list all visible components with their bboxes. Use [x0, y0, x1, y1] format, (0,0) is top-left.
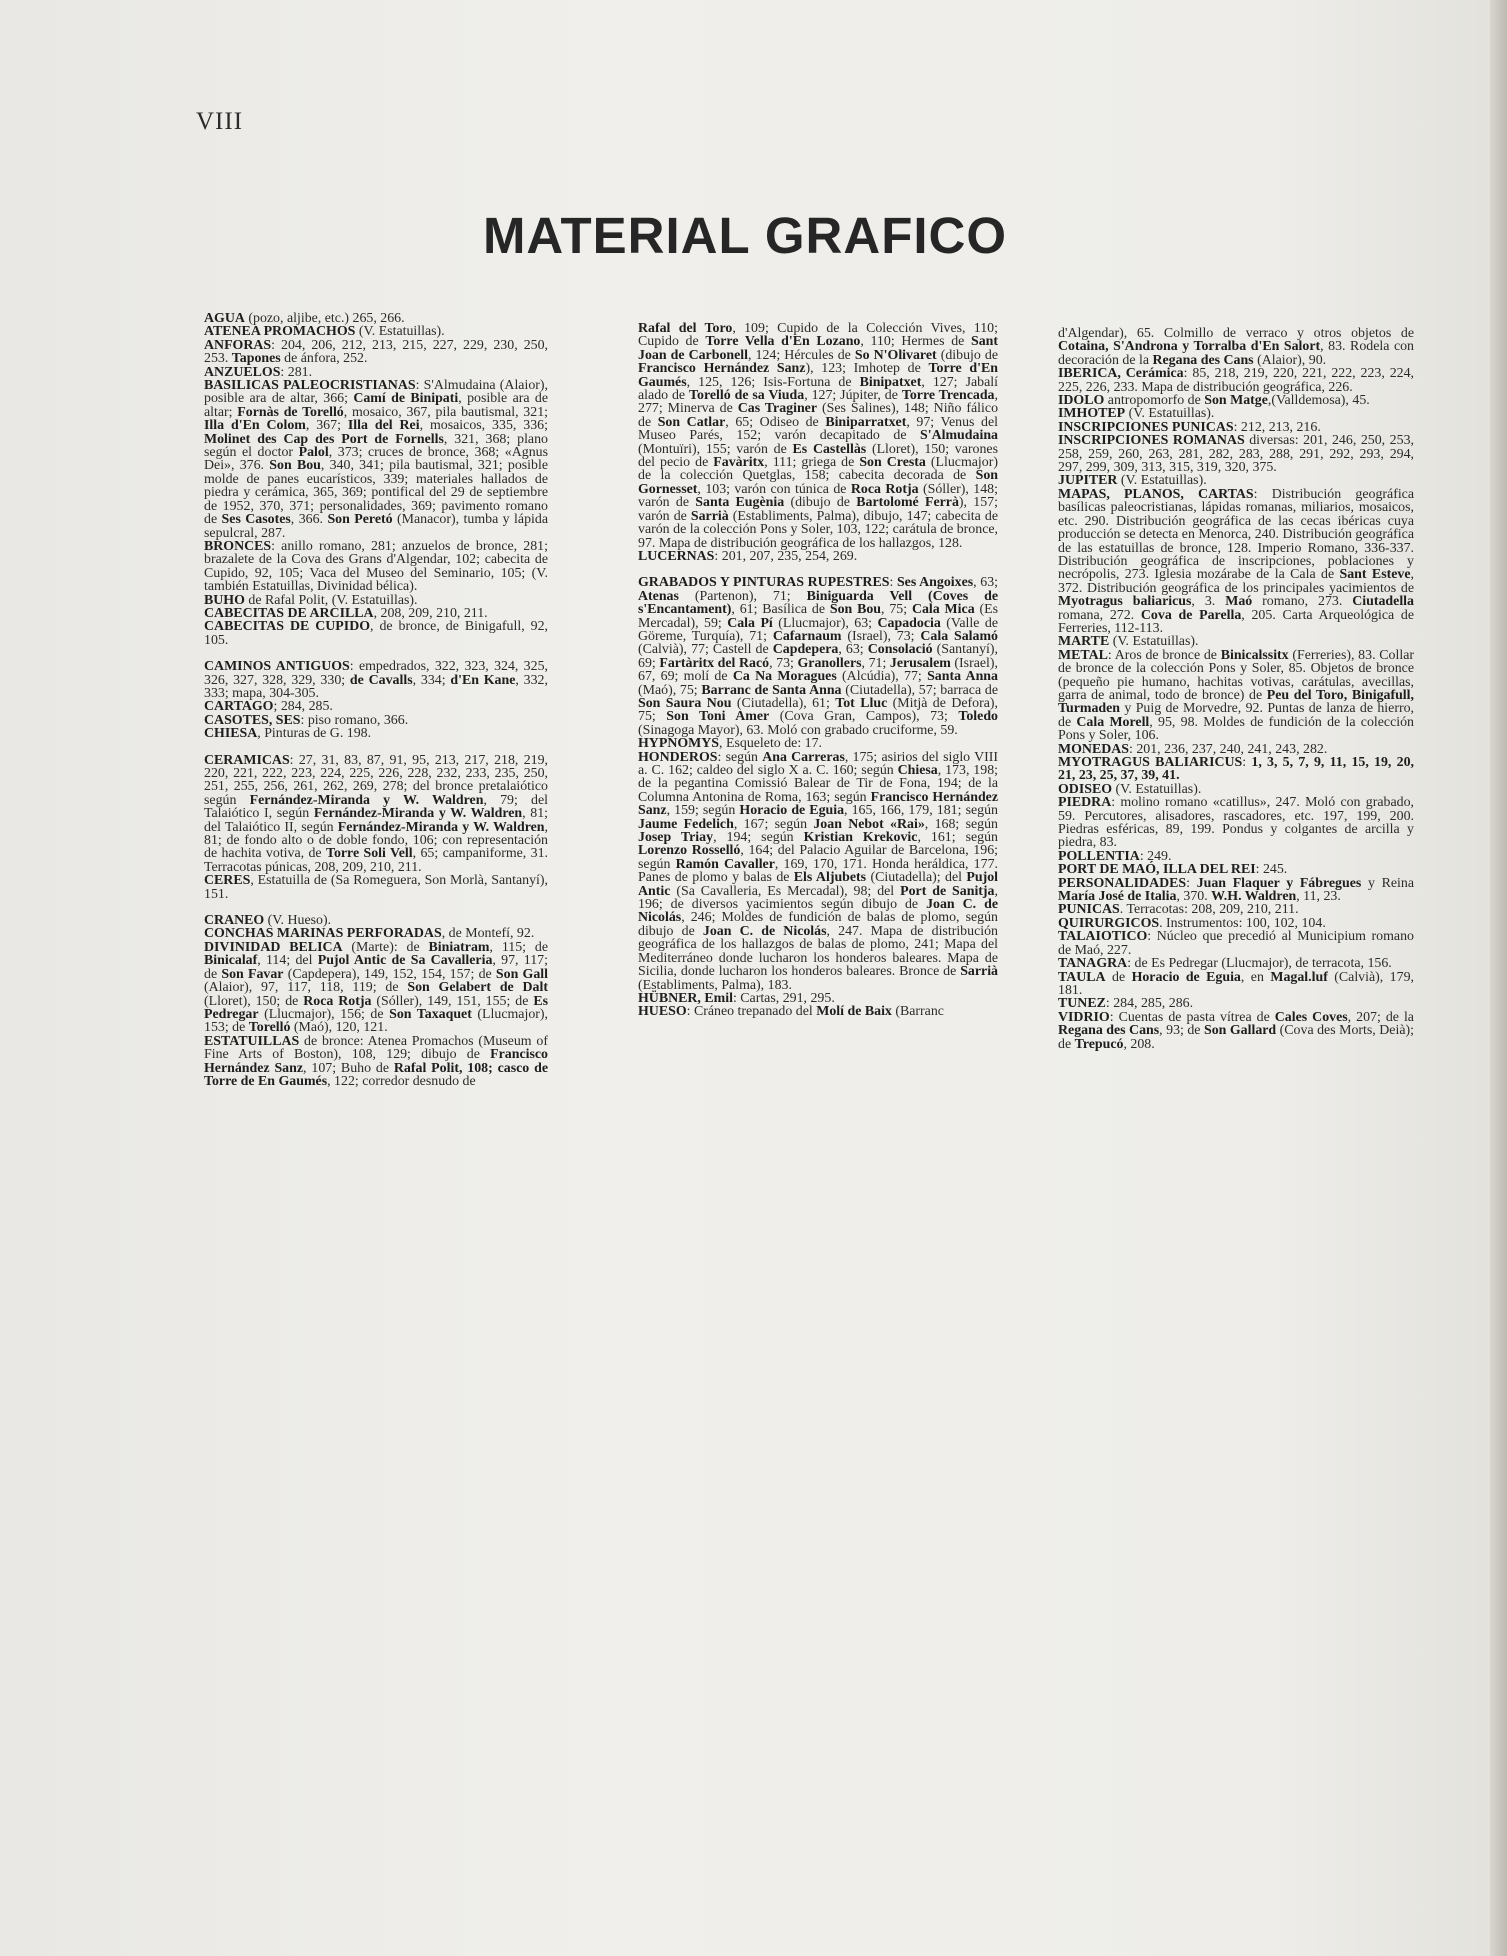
index-entry: TUNEZ: 284, 285, 286. [1058, 996, 1194, 1012]
index-entry: MAPAS, PLANOS, CARTAS: Distribución geográfica basílicas paleocristianas, lápidas romanas, miliarios, mosaicos, etc. 290. Distribución geográfica de las cecas ibéricas cuya producción se detecta en Menorca, 240. Distribución geográfica de las estatuillas de bronce, 128. Imperio Romano, 336-337. Distribución geográfica de inscripciones, poblaciones y necrópolis, 273. Iglesia mozárabe de la Cala de Sant Esteve, 372. Distribución geográfica de los principales yacimientos de Myotragus baliaricus, 3. Maó romano, 273. Ciutadella romana, 272. Cova de Parella, 205. Carta Arqueológica de Ferreries, 112-113. [1058, 486, 1415, 636]
index-entry: DIVINIDAD BELICA (Marte): de Biniatram, 115; de Binicalaf, 114; del Pujol Antic de Sa Cavalleria, 97, 117; de Son Favar (Capdepera), 149, 152, 154, 157; de Son Gall (Alaior), 97, 117, 118, 119; de Son Gelabert de Dalt (Lloret), 150; de Roca Rotja (Sóller), 149, 151, 155; de Es Pedregar (Llucmajor), 156; de Son Taxaquet (Llucmajor), 153; de Torelló (Maó), 120, 121. [204, 939, 548, 1036]
index-entry: TALAIOTICO: Núcleo que precedió al Municipium romano de Maó, 227. [1058, 929, 1414, 958]
index-entry: MYOTRAGUS BALIARICUS: 1, 3, 5, 7, 9, 11, 15, 19, 20, 21, 23, 25, 37, 39, 41. [1058, 755, 1414, 784]
index-entry: ESTATUILLAS de bronce: Atenea Promachos (Museum of Fine Arts of Boston), 108, 129; dibujo de Francisco Hernández Sanz, 107; Buho de Rafal Polit, 108; casco de Torre de En Gaumés, 122; corredor desnudo de [204, 1033, 548, 1089]
index-entry: d'Algendar), 65. Colmillo de verraco y otros objetos de Cotaina, S'Androna y Torralba d'En Salort, 83. Rodela con decoración de la Regana des Cans (Alaior), 90. [1058, 326, 1415, 368]
index-entry: CARTAGO; 284, 285. [204, 699, 333, 715]
index-entry: QUIRURGICOS. Instrumentos: 100, 102, 104. [1058, 915, 1326, 931]
index-entry: AGUA (pozo, aljibe, etc.) 265, 266. [204, 311, 405, 326]
index-entry: INSCRIPCIONES PUNICAS: 212, 213, 216. [1058, 419, 1321, 435]
index-entry: INSCRIPCIONES ROMANAS diversas: 201, 246, 250, 253, 258, 259, 260, 263, 281, 282, 283, 288, 291, 292, 293, 294, 297, 299, 309, 313, 315, 319, 320, 375. [1058, 433, 1414, 476]
index-entry: POLLENTIA: 249. [1058, 848, 1172, 864]
index-entry: BRONCES: anillo romano, 281; anzuelos de bronce, 281; brazalete de la Cova des Grans d'Algendar, 102; cabecita de Cupido, 92, 105; Vaca del Museo del Seminario, 105; (V. también Estatuillas, Divinidad bélica). [204, 538, 548, 595]
index-entry: ODISEO (V. Estatuillas). [1058, 781, 1202, 797]
index-entry: HUESO: Cráneo trepanado del Molí de Baix (Barranc [638, 1004, 944, 1020]
index-entry: PORT DE MAÓ, ILLA DEL REI: 245. [1058, 862, 1288, 878]
index-entry: IDOLO antropomorfo de Son Matge,(Valldemosa), 45. [1058, 393, 1370, 409]
index-entry: ANZUELOS: 281. [204, 364, 313, 380]
index-entry: BASILICAS PALEOCRISTIANAS: S'Almudaina (Alaior), posible ara de altar, 366; Camí de Binipati, posible ara de altar; Fornàs de Torelló, mosaico, 367, pila bautismal, 321; Illa d'En Colom, 367; Illa del Rei, mosaicos, 335, 336; Molinet des Cap des Port de Fornells, 321, 368; plano según el doctor Palol, 373; cruces de bronce, 368; «Agnus Dei», 376. Son Bou, 340, 341; pila bautismal, 321; posible molde de panes eucarísticos, 339; materiales hallados de piedra y cerámica, 365, 369; pontifical del 29 de septiembre de 1952, 370, 371; personalidades, 369; pavimento romano de Ses Casotes, 366. Son Peretó (Manacor), tumba y lápida sepulcral, 287. [204, 378, 549, 541]
index-entry: IBERICA, Cerámica: 85, 218, 219, 220, 221, 222, 223, 224, 225, 226, 233. Mapa de distribución geográfica, 226. [1058, 366, 1414, 395]
index-entry: BUHO de Rafal Polit, (V. Estatuillas). [204, 592, 418, 608]
index-entry: CHIESA, Pinturas de G. 198. [204, 726, 372, 742]
index-entry: LUCERNAS: 201, 207, 235, 254, 269. [638, 548, 858, 564]
bleed-through-block-left [205, 1295, 515, 1321]
page-title: MATERIAL GRAFICO [482, 207, 1008, 264]
index-entry: CABECITAS DE ARCILLA, 208, 209, 210, 211. [204, 605, 488, 621]
index-entry: Rafal del Toro, 109; Cupido de la Colección Vives, 110; Cupido de Torre Vella d'En Lozano, 110; Hermes de Sant Joan de Carbonell, 124; Hércules de So N'Olivaret (dibujo de Francisco Hernández Sanz), 123; Imhotep de Torre d'En Gaumés, 125, 126; Isis-Fortuna de Binipatxet, 127; Jabalí alado de Torelló de sa Viuda, 127; Júpiter, de Torre Trencada, 277; Minerva de Cas Traginer (Ses Salines), 148; Niño fálico de Son Catlar, 65; Odiseo de Biniparratxet, 97; Venus del Museo Parés, 152; varón decapitado de S'Almudaina (Montuïri), 155; varón de Es Castellàs (Lloret), 150; varones del pecio de Favàritx, 111; griega de Son Cresta (Llucmajor) de la colección Quetglas, 158; cabecita decorada de Son Gornesset, 103; varón con túnica de Roca Rotja (Sóller), 148; varón de Santa Eugènia (dibujo de Bartolomé Ferrà), 157; varón de Sarrià (Establiments, Palma), dibujo, 147; cabecita de varón de la colección Pons y Soler, 103, 122; carátula de bronce, 97. Mapa de distribución geográfica de los hallazgos, 128. [638, 321, 999, 551]
index-entry: CAMINOS ANTIGUOS: empedrados, 322, 323, 324, 325, 326, 327, 328, 329, 330; de Cavalls, 334; d'En Kane, 332, 333; mapa, 304-305. [204, 659, 548, 701]
index-entry: CONCHAS MARINAS PERFORADAS, de Montefí, 92. [204, 926, 535, 942]
index-entry: HYPNOMYS, Esqueleto de: 17. [638, 736, 823, 752]
index-entry: JUPITER (V. Estatuillas). [1058, 473, 1207, 489]
index-entry: MONEDAS: 201, 236, 237, 240, 241, 243, 282. [1058, 741, 1328, 757]
index-entry: VIDRIO: Cuentas de pasta vítrea de Cales Coves, 207; de la Regana des Cans, 93; de Son Gallard (Cova des Morts, Deià); de Trepucó, 208. [1058, 1009, 1414, 1052]
index-column-1 [204, 312, 548, 1088]
index-entry: IMHOTEP (V. Estatuillas). [1058, 406, 1215, 422]
index-entry: CASOTES, SES: piso romano, 366. [204, 712, 409, 728]
index-column-3 [1058, 327, 1414, 1051]
page-edge [1490, 0, 1507, 1956]
index-entry: METAL: Aros de bronce de Binicalssitx (Ferreries), 83. Collar de bronce de la colección Pons y Soler, 85. Objetos de bronce (pequeño pie humano, hachitas votivas, carátulas, avecillas, garra de animal, todo de bronce) de Peu del Toro, Binigafull, Turmaden y Puig de Morvedre, 92. Puntas de lanza de hierro, de Cala Morell, 95, 98. Moldes de fundición de la colección Pons y Soler, 106. [1058, 647, 1415, 744]
index-entry: HONDEROS: según Ana Carreras, 175; asirios del siglo VIII a. C. 162; caldeo del siglo X a. C. 160; según Chiesa, 173, 198; de la pegantina Comissió Balear de Tir de Fona, 194; de la Columna Antonina de Roma, 163; según Francisco Hernández Sanz, 159; según Horacio de Eguia, 165, 166, 179, 181; según Jaume Fedelich, 167; según Joan Nebot «Rai», 168; según Josep Triay, 194; según Kristian Krekovic, 161; según Lorenzo Rosselló, 164; del Palacio Aguilar de Barcelona, 196; según Ramón Cavaller, 169, 170, 171. Honda heráldica, 177. Panes de plomo y balas de Els Aljubets (Ciutadella); del Pujol Antic (Sa Cavalleria, Es Mercadal), 98; del Port de Sanitja, 196; de diversos yacimientos según dibujo de Joan C. de Nicolás, 246; Moldes de fundición de balas de plomo, según dibujo de Joan C. de Nicolás, 247. Mapa de distribución geográfica de los hallazgos de balas de plomo, 241; Mapa del Mediterráneo donde lucharon los honderos baleares. Mapa de Sicilia, donde lucharon los honderos baleares. Bronce de Sarrià (Establiments, Palma), 183. [638, 749, 999, 993]
index-entry: PIEDRA: molino romano «catillus», 247. Moló con grabado, 59. Percutores, alisadores, rascadores, etc. 197, 199, 200. Piedras esféricas, 89, 199. Pondus y colgantes de arcilla y piedra, 83. [1058, 795, 1414, 851]
index-entry: CERAMICAS: 27, 31, 83, 87, 91, 95, 213, 217, 218, 219, 220, 221, 222, 223, 224, 225, 226, 228, 232, 233, 235, 250, 251, 255, 256, 261, 262, 269, 278; del bronce pretalaiótico según Fernández-Miranda y W. Waldren, 79; del Talaiótico I, según Fernández-Miranda y W. Waldren, 81; del Talaiótico II, según Fernández-Miranda y W. Waldren, 81; de fondo alto o de doble fondo, 106; con representación de hachita votiva, de Torre Soli Vell, 65; campaniforme, 31. Terracotas púnicas, 208, 209, 210, 211. [204, 752, 548, 875]
index-entry: ANFORAS: 204, 206, 212, 213, 215, 227, 229, 230, 250, 253. Tapones de ánfora, 252. [204, 337, 548, 367]
index-entry: TANAGRA: de Es Pedregar (Llucmajor), de terracota, 156. [1058, 956, 1392, 972]
index-entry: TAULA de Horacio de Eguia, en Magal.luf (Calvià), 179, 181. [1058, 969, 1414, 998]
index-entry: GRABADOS Y PINTURAS RUPESTRES: Ses Angoixes, 63; Atenas (Partenon), 71; Biniguarda Vell (Coves de s'Encantament), 61; Basílica de Son Bou, 75; Cala Mica (Es Mercadal), 59; Cala Pí (Llucmajor), 63; Capadocia (Valle de Göreme, Turquía), 71; Cafarnaum (Israel), 73; Cala Salamó (Calvià), 77; Castell de Capdepera, 63; Consolació (Santanyí), 69; Fartàritx del Racó, 73; Granollers, 71; Jerusalem (Israel), 67, 69; molí de Ca Na Moragues (Alcúdia), 77; Santa Anna (Maó), 75; Barranc de Santa Anna (Ciutadella), 57; barraca de Son Saura Nou (Ciutadella), 61; Tot Lluc (Mitjà de Defora), 75; Son Toni Amer (Cova Gran, Campos), 73; Toledo (Sinagoga Mayor), 63. Moló con grabado cruciforme, 59. [638, 575, 998, 738]
index-column-2 [638, 322, 998, 1019]
index-entry: CRANEO (V. Hueso). [204, 913, 332, 929]
index-entry: HÜBNER, Emil: Cartas, 291, 295. [638, 990, 835, 1006]
index-entry: ATENEA PROMACHOS (V. Estatuillas). [204, 324, 445, 340]
index-entry: PUNICAS. Terracotas: 208, 209, 210, 211. [1058, 902, 1299, 918]
index-entry: MARTE (V. Estatuillas). [1058, 634, 1199, 650]
index-entry: CABECITAS DE CUPIDO, de bronce, de Binigafull, 92, 105. [204, 619, 548, 648]
page-folio: VIII [196, 108, 244, 135]
index-entry: CERES, Estatuilla de (Sa Romeguera, Son Morlà, Santanyí), 151. [204, 873, 548, 902]
index-entry: PERSONALIDADES: Juan Flaquer y Fábregues y Reina María José de Italia, 370. W.H. Waldren, 11, 23. [1058, 875, 1414, 905]
